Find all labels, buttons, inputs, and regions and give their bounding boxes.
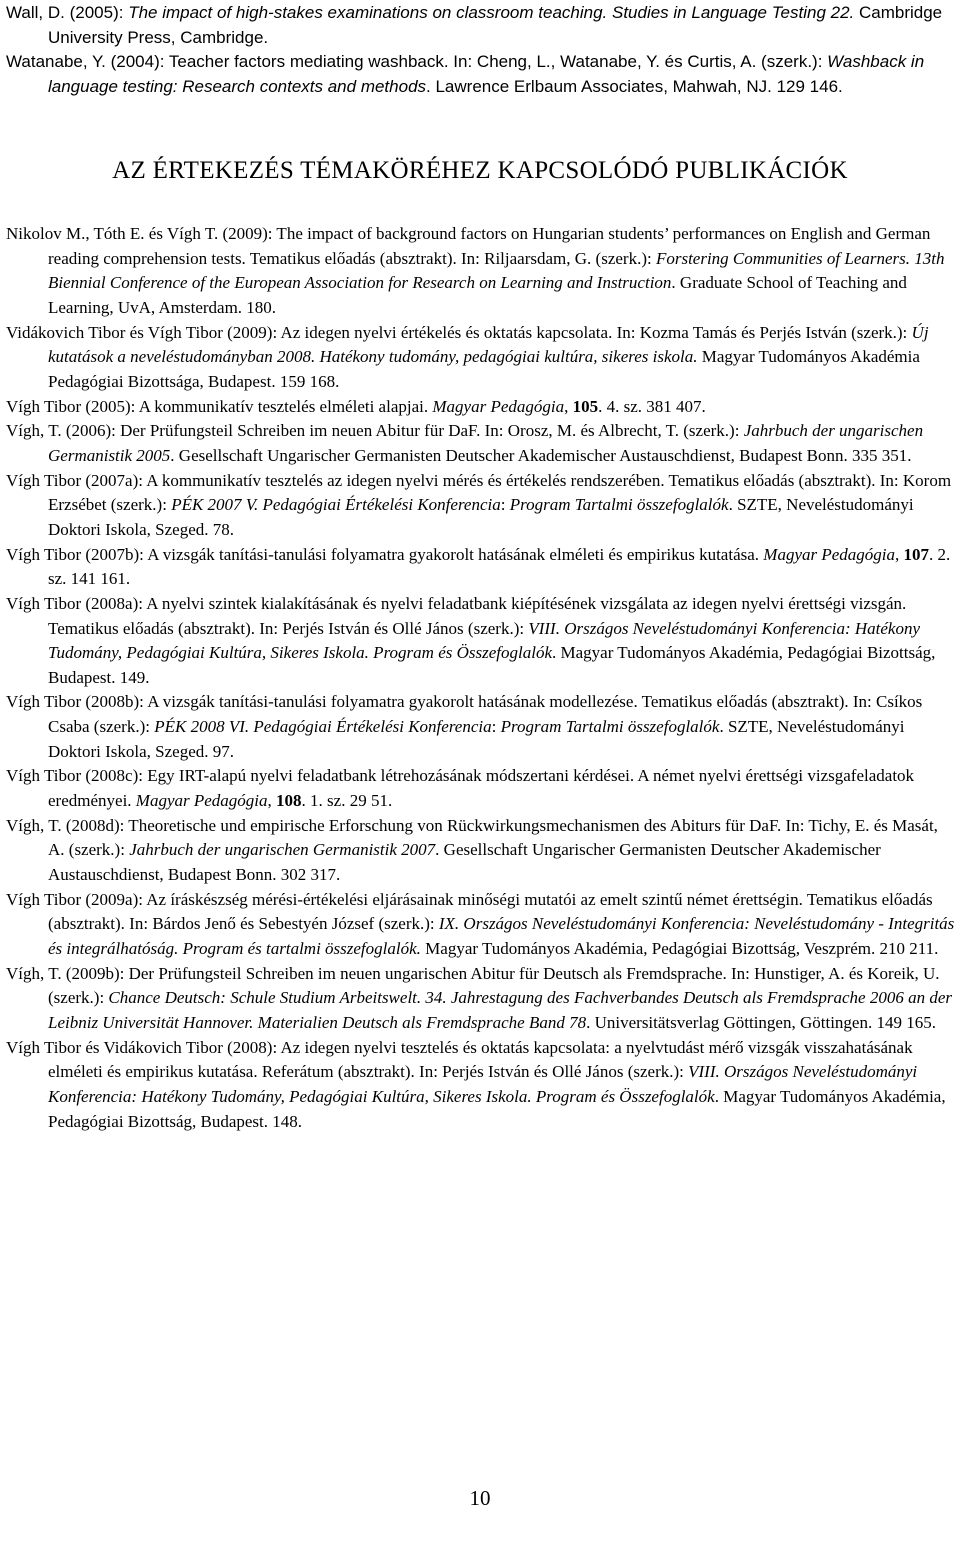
publication-entry — [6, 469, 956, 543]
text-run: Vígh Tibor (2008b): A vizsgák tanítási-tanulási folyamatra gyakorolt hatásának modellezése. Tematikus előadás (absztrakt). In: Csíkos Csaba (szerk.): — [6, 692, 923, 737]
italic-text: VIII. Országos Neveléstudományi Konferencia: Hatékony Tudomány, Pedagógiai Kultúra, Sikeres Iskola. Program és Összefoglalók — [48, 618, 921, 663]
bold-text: 108 — [276, 791, 302, 811]
text-run: . 1. sz. 29 51. — [301, 791, 393, 811]
text-run: Wall, D. (2005): — [6, 3, 129, 22]
page-number: 10 — [469, 1486, 491, 1510]
text-run: Vígh Tibor (2007b): A vizsgák tanítási-tanulási folyamatra gyakorolt hatásának elméleti és empirikus kutatása. — [6, 544, 764, 564]
publication-entry — [6, 592, 956, 691]
publication-entry — [6, 1036, 956, 1135]
text-run: , — [895, 544, 904, 564]
text-run: . Lawrence Erlbaum Associates, Mahwah, NJ. 129 146. — [426, 76, 843, 96]
italic-text: PÉK 2008 VI. Pedagógiai Értékelési Konferencia — [154, 717, 492, 737]
text-run: . 4. sz. 381 407. — [598, 396, 706, 416]
text-run: . Magyar Tudományos Akadémia, Pedagógiai Bizottság, Budapest. 149. — [48, 643, 936, 687]
italic-text: IX. Országos Neveléstudományi Konferencia: Neveléstudomány - Integritás és integrálhatóság. Program és tartalmi összefoglalók. — [48, 914, 955, 959]
italic-text: Chance Deutsch: Schule Studium Arbeitswelt. 34. Jahrestagung des Fachverbandes Deutsch als Fremdsprache 2006 an der Leibniz Universität Hannover. Materialien Deutsch als Fremdsprache Band 78 — [48, 988, 952, 1032]
text-run: Magyar Tudományos Akadémia, Pedagógiai Bizottság, Veszprém. 210 211. — [420, 939, 939, 959]
reference-entry — [6, 50, 956, 99]
text-run: . SZTE, Neveléstudományi Doktori Iskola, Szeged. 97. — [48, 717, 905, 761]
italic-text: The impact of high-stakes examinations on classroom teaching. Studies in Language Testing 22. — [128, 3, 855, 22]
publication-entry — [6, 962, 956, 1036]
italic-text: PÉK 2007 V. Pedagógiai Értékelési Konferencia — [171, 495, 501, 515]
publication-entry — [6, 814, 956, 888]
reference-entry — [6, 1, 956, 50]
publication-entry — [6, 395, 956, 420]
italic-text: Magyar Pedagógia — [763, 544, 896, 564]
publication-list — [6, 222, 956, 1134]
text-run: Vidákovich Tibor és Vígh Tibor (2009): Az idegen nyelvi értékelés és oktatás kapcsolata. In: Kozma Tamás és Perjés István (szerk.): — [6, 322, 912, 342]
text-run: : — [500, 495, 510, 515]
italic-text: Magyar Pedagógia — [135, 791, 268, 811]
text-run: Vígh Tibor és Vidákovich Tibor (2008): Az idegen nyelvi tesztelés és oktatás kapcsolata: a nyelvtudást mérő vizsgák visszahatásának elméleti és empirikus kutatása. Referátum (absztrakt). In: Perjés István és Ollé János (szerk.): — [6, 1037, 913, 1082]
section-heading: AZ ÉRTEKEZÉS TÉMAKÖRÉHEZ KAPCSOLÓDÓ PUBLIKÁCIÓK — [112, 157, 848, 184]
text-run: Vígh Tibor (2009a): Az íráskészség mérési-értékelési eljárásainak minőségi mutatói az emelt szintű német érettségin. Tematikus előadás (absztrakt). In: Bárdos Jenő és Sebestyén József (szerk.): — [6, 889, 933, 934]
text-run: . Magyar Tudományos Akadémia, Pedagógiai Bizottság, Budapest. 148. — [48, 1086, 946, 1131]
text-run: Vígh, T. (2006): Der Prüfungsteil Schreiben im neuen Abitur für DaF. In: Orosz, M. és Albrecht, T. (szerk.): — [6, 421, 744, 441]
publication-entry — [6, 764, 956, 813]
publication-entry — [6, 321, 956, 395]
italic-text: Washback in language testing: Research contexts and methods — [48, 52, 925, 96]
publication-entry — [6, 690, 956, 764]
bold-text: 105 — [572, 396, 599, 416]
italic-text: Magyar Pedagógia — [432, 396, 565, 416]
text-run: Vígh Tibor (2008c): Egy IRT-alapú nyelvi feladatbank létrehozásának módszertani kérdései. A német nyelvi érettségi vizsgafeladatok eredményei. — [6, 766, 915, 811]
publication-entry — [6, 888, 956, 962]
text-run: . Universitätsverlag Göttingen, Göttingen. 149 165. — [586, 1013, 936, 1032]
italic-text: Jahrbuch der ungarischen Germanistik 2007 — [129, 840, 436, 860]
text-run: . Gesellschaft Ungarischer Germanisten Deutscher Akademischer Austauschdienst, Budapest Bonn. 335 351. — [170, 445, 912, 465]
text-run: Vígh Tibor (2007a): A kommunikatív tesztelés az idegen nyelvi mérés és értékelés rendszerében. Tematikus előadás (absztrakt). In: Korom Erzsébet (szerk.): — [6, 470, 952, 515]
text-run: . SZTE, Neveléstudományi Doktori Iskola, Szeged. 78. — [48, 495, 914, 539]
publication-entry — [6, 543, 956, 592]
text-run: , — [564, 396, 573, 416]
italic-text: Program Tartalmi összefoglalók — [500, 717, 720, 737]
text-run: Vígh Tibor (2005): A kommunikatív tesztelés elméleti alapjai. — [6, 396, 433, 416]
previous-reference-list — [6, 1, 956, 99]
text-run: , — [267, 791, 277, 811]
italic-text: Jahrbuch der ungarischen Germanistik 2005 — [48, 421, 924, 465]
italic-text: Forstering Communities of Learners. 13th Biennial Conference of the European Association for Research on Learning and Instruction — [48, 248, 945, 293]
text-run: . Graduate School of Teaching and Learning, UvA, Amsterdam. 180. — [48, 273, 907, 317]
text-run: Vígh, T. (2009b): Der Prüfungsteil Schreiben im neuen ungarischen Abitur für Deutsch als Fremdsprache. In: Hunstiger, A. és Koreik, U. (szerk.): — [6, 963, 940, 1008]
bold-text: 107 — [903, 544, 930, 564]
text-run: Vígh, T. (2008d): Theoretische und empirische Erforschung von Rückwirkungsmechanismen des Abiturs für DaF. In: Tichy, E. és Masát, A. (szerk.): — [6, 815, 938, 860]
publication-entry — [6, 222, 956, 321]
italic-text: VIII. Országos Neveléstudományi Konferencia: Hatékony Tudomány, Pedagógiai Kultúra, Sikeres Iskola. Program és Összefoglalók — [48, 1062, 918, 1106]
italic-text: Program Tartalmi összefoglalók — [509, 495, 729, 515]
publication-entry — [6, 419, 956, 468]
text-run: Magyar Tudományos Akadémia Pedagógiai Bizottsága, Budapest. 159 168. — [48, 347, 920, 391]
italic-text: Új kutatások a neveléstudományban 2008. Hatékony tudomány, pedagógiai kultúra, sikeres iskola. — [48, 322, 929, 367]
text-run: . 2. sz. 141 161. — [48, 544, 951, 589]
text-run: Watanabe, Y. (2004): Teacher factors mediating washback. In: Cheng, L., Watanabe, Y. és Curtis, A. (szerk.): — [6, 52, 828, 72]
text-run: . Gesellschaft Ungarischer Germanisten Deutscher Akademischer Austauschdienst, Budapest Bonn. 302 317. — [48, 840, 881, 885]
text-run: Cambridge University Press, Cambridge. — [48, 3, 943, 47]
text-run: : — [491, 717, 501, 737]
text-run: Nikolov M., Tóth E. és Vígh T. (2009): The impact of background factors on Hungarian students’ performances on English and German reading comprehension tests. Tematikus előadás (absztrakt). In: Riljaarsdam, G. (szerk.): — [6, 224, 931, 268]
text-run: Vígh Tibor (2008a): A nyelvi szintek kialakításának és nyelvi feladatbank kiépítésének vizsgálata az idegen nyelvi érettségi vizsgán. Tematikus előadás (absztrakt). In: Perjés István és Ollé János (szerk.): — [6, 593, 907, 638]
